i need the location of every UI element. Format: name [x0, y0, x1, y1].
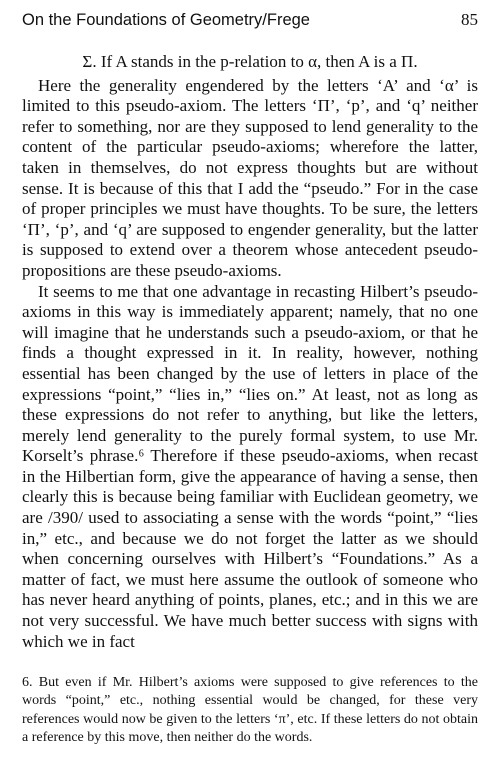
- footnote: [22, 674, 478, 748]
- footnote-6: 6. But even if Mr. Hilbert’s axioms were supposed to give references to the words “point,” etc., nothing essential would be changed, for these very references would now be given to the letters ‘π’, etc. If these letters do not obtain a reference by this move, then neither do the words.: [22, 675, 478, 746]
- running-header: [22, 10, 478, 30]
- running-title: On the Foundations of Geometry/Frege: [22, 11, 310, 29]
- main-text: [22, 52, 478, 652]
- axiom-sigma: Σ. If A stands in the p-relation to α, then A is a Π.: [82, 52, 418, 71]
- page-number: 85: [461, 10, 478, 29]
- paragraph-1: Here the generality engendered by the letters ‘A’ and ‘α’ is limited to this pseudo-axiom. The letters ‘Π’, ‘p’, and ‘q’ neither refer to something, nor are they supposed to lend generality to the content of the particular pseudo-axioms; wherefore the latter, taken in themselves, do not express thoughts but are without sense. It is because of this that I add the “pseudo.” For in the case of proper principles we must have thoughts. To be sure, the letters ‘Π’, ‘p’, and ‘q’ are supposed to engender generality, but the latter is supposed to extend over a theorem whose antecedent pseudo-propositions are these pseudo-axioms.: [22, 75, 478, 280]
- paragraph-2: It seems to me that one advantage in recasting Hilbert’s pseudo-axioms in this way is immediately apparent; namely, that no one will imagine that he understands such a pseudo-axiom, or that he finds a thought expressed in it. In reality, however, nothing essential has been changed by the use of letters in place of the expressions “point,” “lies in,” “lies on.” At least, not as long as these expressions do not refer to anything, but like the letters, merely lend generality to the purely formal system, to use Mr. Korselt’s phrase.⁶ Therefore if these pseudo-axioms, when recast in the Hilbertian form, give the appearance of having a sense, then clearly this is because being familiar with Euclidean geometry, we are /390/ used to associating a sense with the words “point,” “lies in,” etc., and because we do not forget the latter as we should when concerning ourselves with Hilbert’s “Foundations.” As a matter of fact, we must here assume the outlook of someone who has never heard anything of points, planes, etc.; and in this we are not very successful. We have much better success with signs with which we in fact: [22, 281, 478, 651]
